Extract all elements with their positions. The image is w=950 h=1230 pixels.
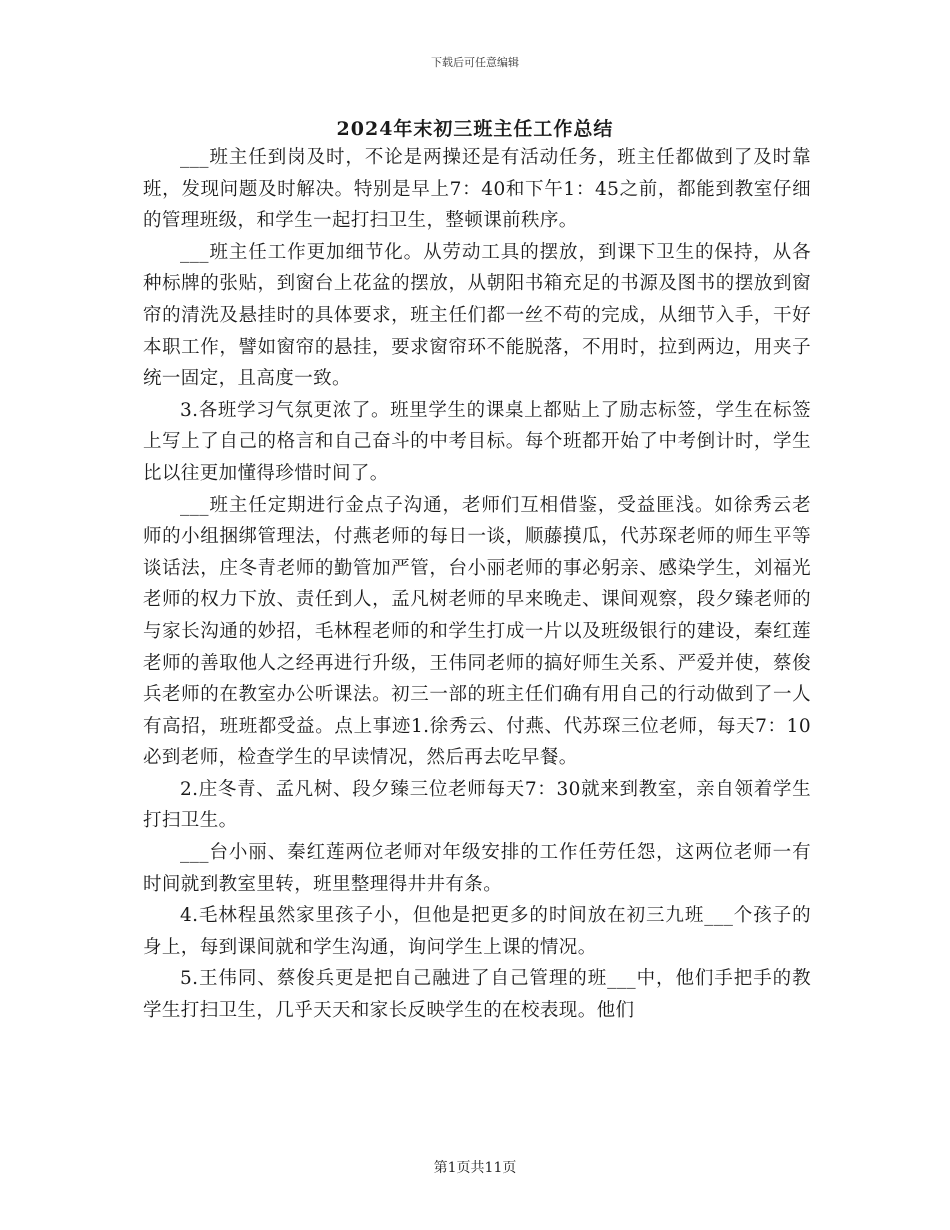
paragraph: 3.各班学习气氛更浓了。班里学生的课桌上都贴上了励志标签，学生在标签上写上了自己的格言和自己奋斗的中考目标。每个班都开始了中考倒计时，学生比以往更加懂得珍惜时间了。 [143,399,811,484]
paragraph: 5.王伟同、蔡俊兵更是把自己融进了自己管理的班___中，他们手把手的教学生打扫卫生，几乎天天和家长反映学生的在校表现。他们 [143,968,811,1022]
paragraph: 4.毛林程虽然家里孩子小，但他是把更多的时间放在初三九班___个孩子的身上，每到课间就和学生沟通，询问学生上课的情况。 [143,905,811,958]
paragraph: ___班主任定期进行金点子沟通，老师们互相借鉴，受益匪浅。如徐秀云老师的小组捆绑管理法，付燕老师的每日一谈，顺藤摸瓜，代苏琛老师的师生平等谈话法，庄冬青老师的勤管加严管，台小丽老师的事必躬亲、感染学生，刘福光老师的权力下放、责任到人，孟凡树老师的早来晚走、课间观察，段夕臻老师的与家长沟通的妙招，毛林程老师的和学生打成一片以及班级银行的建设，秦红莲老师的善取他人之经再进行升级，王伟同老师的搞好师生关系、严爱并使，蔡俊兵老师的在教室办公听课法。初三一部的班主任们确有用自己的行动做到了一人有高招，班班都受益。点上事迹1.徐秀云、付燕、代苏琛三位老师，每天7：10必到老师，检查学生的早读情况，然后再去吃早餐。 [143,494,811,769]
paragraph: 2.庄冬青、孟凡树、段夕臻三位老师每天7：30就来到教室，亲自领着学生打扫卫生。 [143,778,811,832]
document-body [143,142,811,1027]
paragraph: ___班主任到岗及时，不论是两操还是有活动任务，班主任都做到了及时靠班，发现问题及时解决。特别是早上7：40和下午1：45之前，都能到教室仔细的管理班级，和学生一起打扫卫生，整顿课前秩序。 [143,147,811,232]
document-title: 2024年末初三班主任工作总结 [336,118,614,140]
page-number: 第1页共11页 [433,1160,517,1176]
paragraph: ___班主任工作更加细节化。从劳动工具的摆放，到课下卫生的保持，从各种标牌的张贴，到窗台上花盆的摆放，从朝阳书箱充足的书源及图书的摆放到窗帘的清洗及悬挂时的具体要求，班主任们都一丝不苟的完成，从细节入手，干好本职工作，譬如窗帘的悬挂，要求窗帘环不能脱落，不用时，拉到两边，用夹子统一固定，且高度一致。 [143,241,811,390]
paragraph: ___台小丽、秦红莲两位老师对年级安排的工作任劳任怨，这两位老师一有时间就到教室里转，班里整理得井井有条。 [143,842,811,895]
page-header-note: 下载后可任意编辑 [431,56,519,69]
